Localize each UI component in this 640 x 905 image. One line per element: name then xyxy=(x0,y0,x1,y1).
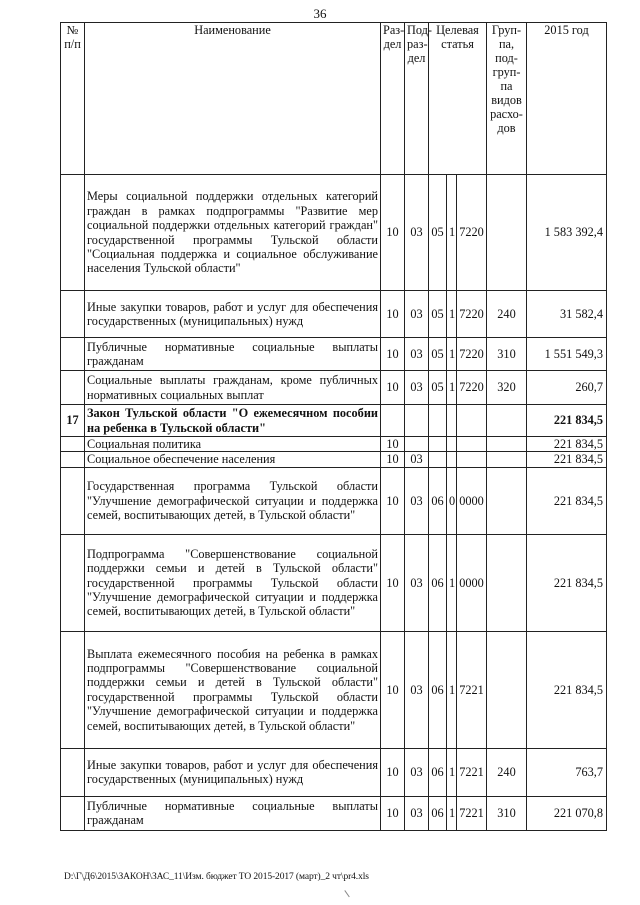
row-num xyxy=(61,467,85,534)
table-row xyxy=(61,291,607,338)
table-row xyxy=(61,467,607,534)
row-num xyxy=(61,371,85,405)
row-name: Иные закупки товаров, работ и услуг для обеспечения государственных (муниципальных) нужд xyxy=(85,748,381,796)
header-group: Груп-па, под-груп-па видов расхо-дов xyxy=(487,23,527,175)
row-num xyxy=(61,291,85,338)
row-amount: 763,7 xyxy=(527,748,607,796)
pen-mark xyxy=(344,887,354,898)
row-target-program: 05 xyxy=(429,338,447,371)
row-name: Публичные нормативные социальные выплаты гражданам xyxy=(85,338,381,371)
row-amount: 1 551 549,3 xyxy=(527,338,607,371)
row-section: 10 xyxy=(381,371,405,405)
table-row xyxy=(61,338,607,371)
row-subsection xyxy=(405,437,429,452)
row-section: 10 xyxy=(381,452,405,467)
table-row xyxy=(61,371,607,405)
row-target-subprogram: 1 xyxy=(447,291,457,338)
table-row xyxy=(61,405,607,437)
row-target-direction: 0000 xyxy=(457,467,487,534)
row-subsection: 03 xyxy=(405,631,429,748)
header-row xyxy=(61,23,607,175)
row-name: Иные закупки товаров, работ и услуг для обеспечения государственных (муниципальных) нужд xyxy=(85,291,381,338)
row-subsection: 03 xyxy=(405,534,429,631)
row-target-subprogram: 1 xyxy=(447,631,457,748)
row-target-direction xyxy=(457,452,487,467)
row-subsection: 03 xyxy=(405,796,429,830)
row-expense-group: 240 xyxy=(487,748,527,796)
row-name: Выплата ежемесячного пособия на ребенка в рамках подпрограммы "Совершенствование социальной поддержки семьи и детей в Тульской области" государственной программы Тульской области "Улучшение демографической ситуации и поддержка семей, воспитывающих детей, в Тульской области" xyxy=(85,631,381,748)
row-target-program: 05 xyxy=(429,291,447,338)
row-section: 10 xyxy=(381,175,405,291)
row-amount: 1 583 392,4 xyxy=(527,175,607,291)
row-expense-group: 240 xyxy=(487,291,527,338)
row-expense-group: 310 xyxy=(487,796,527,830)
file-path-footer: D:\Г\Д6\2015\ЗАКОН\ЗАС_11\Изм. бюджет ТО 2015-2017 (март)_2 чт\pr4.xls xyxy=(64,872,369,882)
row-num xyxy=(61,437,85,452)
row-subsection xyxy=(405,405,429,437)
header-year: 2015 год xyxy=(527,23,607,175)
row-expense-group: 310 xyxy=(487,338,527,371)
row-target-program: 06 xyxy=(429,467,447,534)
row-target-direction: 7220 xyxy=(457,338,487,371)
row-name: Социальное обеспечение населения xyxy=(85,452,381,467)
row-target-direction: 7221 xyxy=(457,631,487,748)
row-num: 17 xyxy=(61,405,85,437)
row-num xyxy=(61,452,85,467)
row-amount: 221 834,5 xyxy=(527,631,607,748)
row-target-program: 06 xyxy=(429,748,447,796)
row-amount: 221 834,5 xyxy=(527,437,607,452)
table-row xyxy=(61,796,607,830)
row-section: 10 xyxy=(381,796,405,830)
row-expense-group xyxy=(487,452,527,467)
row-target-direction: 0000 xyxy=(457,534,487,631)
row-subsection: 03 xyxy=(405,467,429,534)
row-num xyxy=(61,631,85,748)
row-num xyxy=(61,748,85,796)
row-section: 10 xyxy=(381,631,405,748)
row-target-subprogram: 1 xyxy=(447,534,457,631)
row-target-program: 05 xyxy=(429,175,447,291)
row-name: Закон Тульской области "О ежемесячном пособии на ребенка в Тульской области" xyxy=(85,405,381,437)
row-subsection: 03 xyxy=(405,748,429,796)
row-target-subprogram xyxy=(447,452,457,467)
row-subsection: 03 xyxy=(405,371,429,405)
row-section: 10 xyxy=(381,437,405,452)
row-target-subprogram xyxy=(447,405,457,437)
row-target-subprogram: 1 xyxy=(447,748,457,796)
row-target-subprogram xyxy=(447,437,457,452)
row-amount: 221 834,5 xyxy=(527,534,607,631)
row-target-program: 06 xyxy=(429,631,447,748)
row-subsection: 03 xyxy=(405,338,429,371)
header-name: Наименование xyxy=(85,23,381,175)
header-section: Раз-дел xyxy=(381,23,405,175)
row-subsection: 03 xyxy=(405,452,429,467)
row-name: Государственная программа Тульской области "Улучшение демографической ситуации и поддержка семей, воспитывающих детей, в Тульской области" xyxy=(85,467,381,534)
row-expense-group xyxy=(487,437,527,452)
table-row xyxy=(61,631,607,748)
row-target-subprogram: 1 xyxy=(447,338,457,371)
row-num xyxy=(61,175,85,291)
row-section: 10 xyxy=(381,467,405,534)
row-expense-group: 320 xyxy=(487,371,527,405)
table-row xyxy=(61,452,607,467)
page-number: 36 xyxy=(313,6,327,21)
row-target-subprogram: 1 xyxy=(447,371,457,405)
row-target-direction: 7220 xyxy=(457,371,487,405)
row-section: 10 xyxy=(381,748,405,796)
row-target-program xyxy=(429,437,447,452)
row-subsection: 03 xyxy=(405,291,429,338)
row-target-program xyxy=(429,405,447,437)
row-target-direction xyxy=(457,405,487,437)
row-expense-group xyxy=(487,175,527,291)
row-section: 10 xyxy=(381,291,405,338)
budget-table xyxy=(60,22,607,831)
row-subsection: 03 xyxy=(405,175,429,291)
row-amount: 221 834,5 xyxy=(527,467,607,534)
row-name: Меры социальной поддержки отдельных категорий граждан в рамках подпрограммы "Развитие мер социальной поддержки отдельных категорий граждан" государственной программы Тульской области "Социальная поддержка и социальное обслуживание населения Тульской области" xyxy=(85,175,381,291)
row-target-direction: 7220 xyxy=(457,291,487,338)
row-expense-group xyxy=(487,631,527,748)
row-name: Социальные выплаты гражданам, кроме публичных нормативных социальных выплат xyxy=(85,371,381,405)
row-expense-group xyxy=(487,534,527,631)
header-target: Целевая статья xyxy=(429,23,487,175)
row-target-program xyxy=(429,452,447,467)
row-amount: 221 070,8 xyxy=(527,796,607,830)
row-target-subprogram: 1 xyxy=(447,175,457,291)
row-section: 10 xyxy=(381,338,405,371)
table-row xyxy=(61,748,607,796)
row-target-direction: 7221 xyxy=(457,796,487,830)
table-row xyxy=(61,175,607,291)
row-target-program: 06 xyxy=(429,534,447,631)
header-subsection: Под-раз-дел xyxy=(405,23,429,175)
header-num: № п/п xyxy=(61,23,85,175)
row-num xyxy=(61,796,85,830)
row-num xyxy=(61,534,85,631)
row-name: Публичные нормативные социальные выплаты гражданам xyxy=(85,796,381,830)
row-target-subprogram: 0 xyxy=(447,467,457,534)
row-target-program: 05 xyxy=(429,371,447,405)
row-amount: 260,7 xyxy=(527,371,607,405)
row-target-direction: 7221 xyxy=(457,748,487,796)
row-section: 10 xyxy=(381,534,405,631)
row-amount: 31 582,4 xyxy=(527,291,607,338)
row-target-program: 06 xyxy=(429,796,447,830)
table-row xyxy=(61,437,607,452)
table-row xyxy=(61,534,607,631)
row-num xyxy=(61,338,85,371)
row-target-direction: 7220 xyxy=(457,175,487,291)
row-name: Социальная политика xyxy=(85,437,381,452)
table-body xyxy=(61,175,607,831)
row-amount: 221 834,5 xyxy=(527,405,607,437)
row-name: Подпрограмма "Совершенствование социальной поддержки семьи и детей в Тульской области" государственной программы Тульской области "Улучшение демографической ситуации и поддержка семей, воспитывающих детей, в Тульской области" xyxy=(85,534,381,631)
row-expense-group xyxy=(487,405,527,437)
row-section xyxy=(381,405,405,437)
row-target-direction xyxy=(457,437,487,452)
row-target-subprogram: 1 xyxy=(447,796,457,830)
row-amount: 221 834,5 xyxy=(527,452,607,467)
row-expense-group xyxy=(487,467,527,534)
